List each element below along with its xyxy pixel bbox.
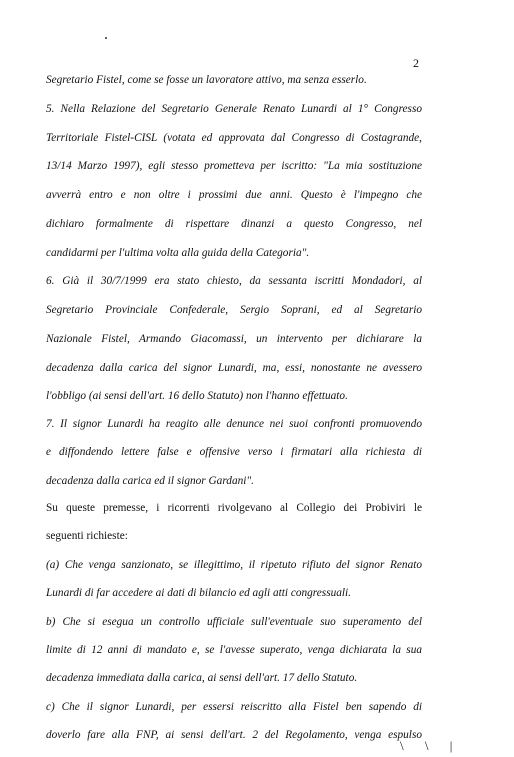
text-line: 5. Nella Relazione del Segretario Generale Renato Lunardi al 1° Congresso — [46, 103, 422, 115]
text-line: 13/14 Marzo 1997), egli stesso prometteva per iscritto: "La mia sostituzione — [46, 160, 422, 172]
text-line: Territoriale Fistel-CISL (votata ed approvata dal Congresso di Costagrande, — [46, 132, 422, 144]
page-number: 2 — [413, 56, 419, 70]
text-line: seguenti richieste: — [46, 530, 128, 542]
text-line: candidarmi per l'ultima volta alla guida della Categoria". — [46, 247, 310, 259]
margin-marks: \ \ | — [400, 738, 462, 753]
text-line: decadenza immediata dalla carica, ai sensi dell'art. 17 dello Statuto. — [46, 672, 358, 684]
text-line: l'obbligo (ai sensi dell'art. 16 dello Statuto) non l'hanno effettuato. — [46, 390, 348, 402]
text-line: (a) Che venga sanzionato, se illegittimo, il ripetuto rifiuto del signor Renato — [46, 559, 422, 571]
text-line: 7. Il signor Lunardi ha reagito alle denunce nei suoi confronti promuovendo — [46, 418, 422, 430]
text-line: Lunardi di far accedere ai dati di bilancio ed agli atti congressuali. — [46, 587, 351, 599]
text-line: Segretario Fistel, come se fosse un lavoratore attivo, ma senza esserlo. — [46, 74, 367, 86]
text-line: b) Che si esegua un controllo ufficiale sull'eventuale suo superamento del — [46, 616, 422, 628]
text-line: c) Che il signor Lunardi, per essersi reiscritto alla Fistel ben sapendo di — [46, 701, 422, 713]
text-line: avverrà entro e non oltre i prossimi due anni. Questo è l'impegno che — [46, 189, 422, 201]
text-line: Segretario Provinciale Confederale, Sergio Soprani, ed al Segretario — [46, 304, 422, 316]
text-line: limite di 12 anni di mandato e, se l'avesse superato, venga dichiarata la sua — [46, 644, 422, 656]
scan-speck — [105, 37, 107, 39]
text-line: Su queste premesse, i ricorrenti rivolgevano al Collegio dei Probiviri le — [46, 502, 422, 514]
text-line: e diffondendo lettere false e offensive verso i firmatari alla richiesta di — [46, 446, 422, 458]
text-line: Nazionale Fistel, Armando Giacomassi, un intervento per dichiarare la — [46, 333, 422, 345]
text-line: doverlo fare alla FNP, ai sensi dell'art. 2 del Regolamento, venga espulso — [46, 729, 422, 741]
text-line: 6. Già il 30/7/1999 era stato chiesto, da sessanta iscritti Mondadori, al — [46, 275, 422, 287]
text-line: decadenza dalla carica ed il signor Gardani". — [46, 475, 254, 487]
text-line: dichiaro formalmente di rispettare dinanzi a questo Congresso, nel — [46, 218, 422, 230]
text-line: decadenza dalla carica del signor Lunardi, ma, essi, nonostante ne avessero — [46, 362, 422, 374]
